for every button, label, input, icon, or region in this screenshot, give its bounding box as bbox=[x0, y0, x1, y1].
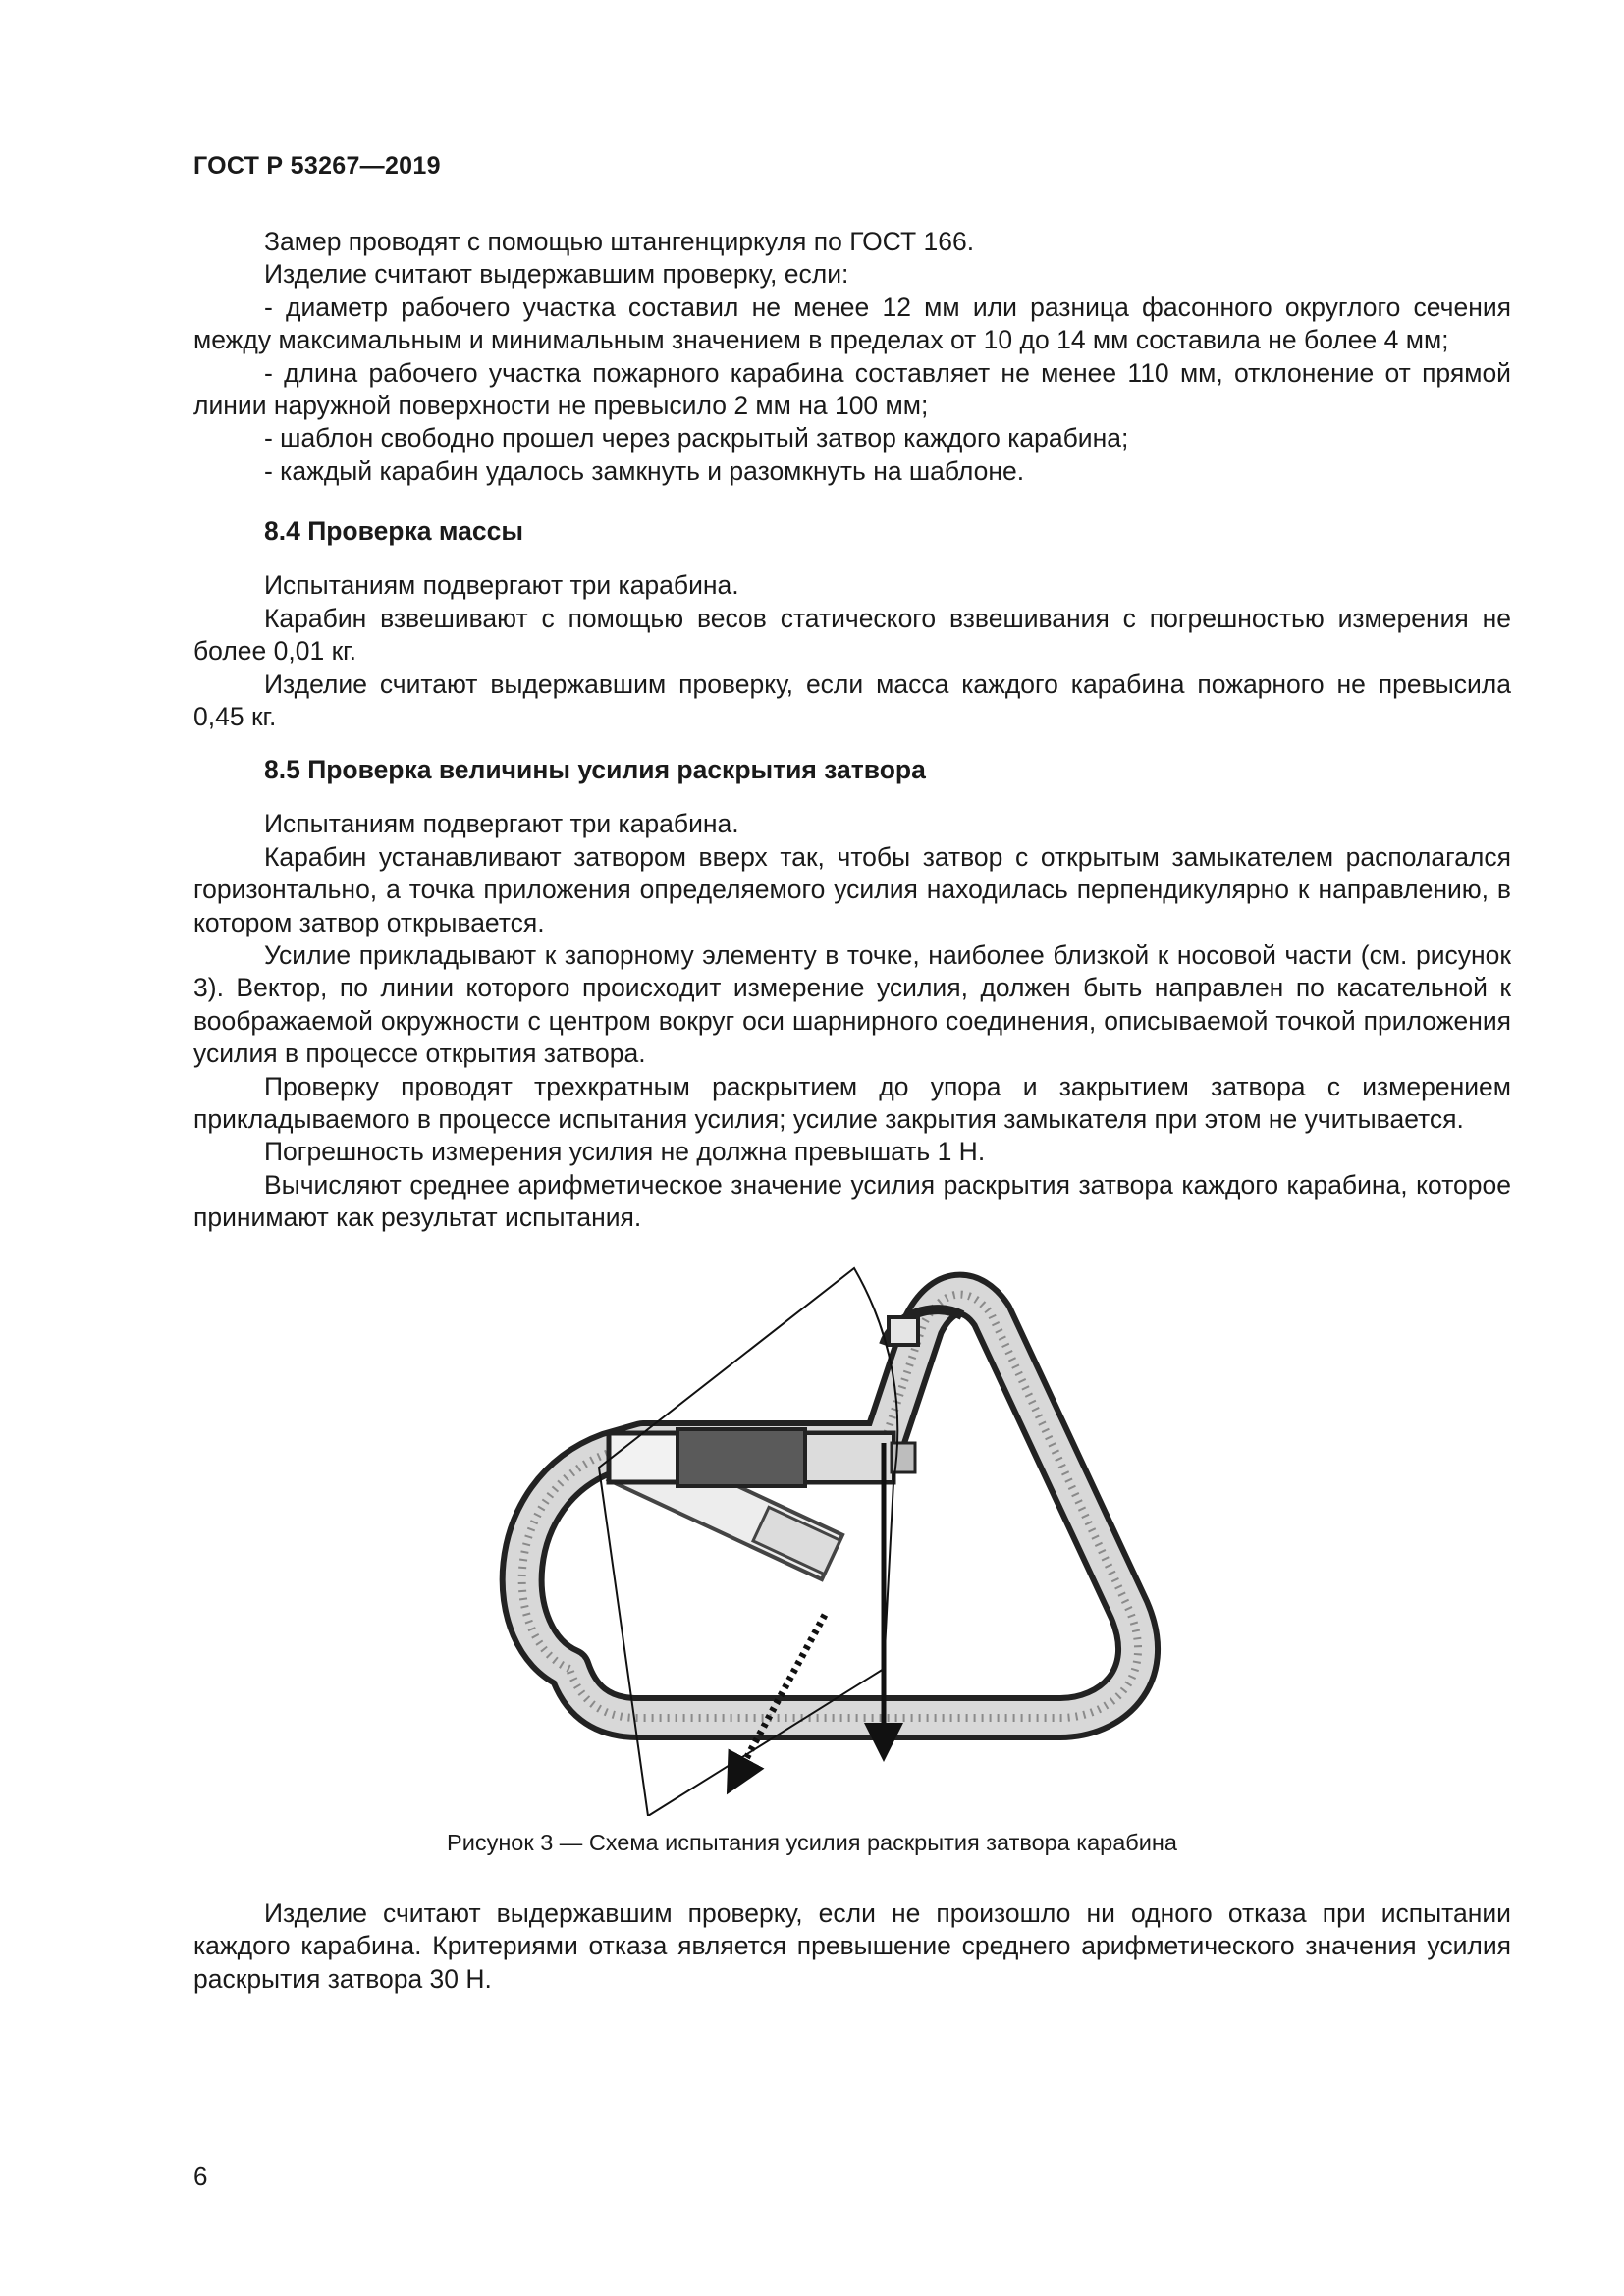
conclusion-block bbox=[193, 1897, 1511, 1996]
paragraph: Вычисляют среднее арифметическое значение усилия раскрытия затвора каждого карабина, которое принимают как результат испытания. bbox=[193, 1169, 1511, 1233]
paragraph: Изделие считают выдержавшим проверку, если не произошло ни одного отказа при испытании каждого карабина. Критериями отказа является превышение среднего арифметического значения усилия раскрытия затвора 30 Н. bbox=[193, 1898, 1511, 1994]
paragraph: Изделие считают выдержавшим проверку, если: bbox=[264, 259, 849, 290]
list-item: - шаблон свободно прошел через раскрытый затвор каждого карабина; bbox=[264, 423, 1129, 454]
carabiner-body bbox=[522, 1295, 1138, 1718]
document-header: ГОСТ Р 53267—2019 bbox=[193, 152, 441, 180]
figure-caption: Рисунок 3 — Схема испытания усилия раскрытия затвора карабина bbox=[447, 1830, 1177, 1855]
paragraph: Испытаниям подвергают три карабина. bbox=[264, 809, 739, 839]
paragraph: Карабин взвешивают с помощью весов статического взвешивания с погрешностью измерения не более 0,01 кг. bbox=[193, 603, 1511, 667]
paragraph: Проверку проводят трехкратным раскрытием до упора и закрытием затвора с измерением прикладываемого в процессе испытания усилия; усилие закрытия замыкателя при этом не учитывается. bbox=[193, 1071, 1511, 1135]
list-item: - длина рабочего участка пожарного карабина составляет не менее 110 мм, отклонение от прямой линии наружной поверхности не превысило 2 мм на 100 мм; bbox=[193, 357, 1511, 421]
list-item: - диаметр рабочего участка составил не менее 12 мм или разница фасонного округлого сечения между максимальным и минимальным значением в пределах от 10 до 14 мм составила не более 4 мм; bbox=[193, 292, 1511, 355]
carabiner-diagram bbox=[491, 1247, 1237, 1816]
paragraph: Погрешность измерения усилия не должна превышать 1 Н. bbox=[264, 1137, 986, 1167]
paragraph: Испытаниям подвергают три карабина. bbox=[264, 570, 739, 601]
section-heading: 8.5 Проверка величины усилия раскрытия затвора bbox=[264, 755, 926, 784]
section-heading: 8.4 Проверка массы bbox=[264, 516, 523, 546]
paragraph: Усилие прикладывают к запорному элементу в точке, наиболее близкой к носовой части (см. рисунок 3). Вектор, по линии которого происходит измерение усилия, должен быть направлен по касательной к воображаемой окружности с центром вокруг оси шарнирного соединения, описываемой точкой приложения усилия в процессе открытия затвора. bbox=[193, 940, 1511, 1069]
page-number: 6 bbox=[193, 2162, 208, 2191]
section-8-4 bbox=[193, 515, 1511, 733]
list-item: - каждый карабин удалось замкнуть и разомкнуть на шаблоне. bbox=[264, 455, 1025, 486]
section-8-5 bbox=[193, 754, 1511, 1235]
paragraph: Замер проводят с помощью штангенциркуля по ГОСТ 166. bbox=[264, 227, 975, 256]
body-block-1 bbox=[193, 226, 1511, 488]
carabiner-figure bbox=[491, 1247, 1237, 1816]
paragraph: Изделие считают выдержавшим проверку, если масса каждого карабина пожарного не превысила 0,45 кг. bbox=[193, 668, 1511, 732]
gate-closed bbox=[609, 1429, 915, 1486]
paragraph: Карабин устанавливают затвором вверх так, чтобы затвор с открытым замыкателем располагался горизонтально, а точка приложения определяемого усилия находилась перпендикулярно к направлению, в котором затвор открывается. bbox=[193, 841, 1511, 937]
